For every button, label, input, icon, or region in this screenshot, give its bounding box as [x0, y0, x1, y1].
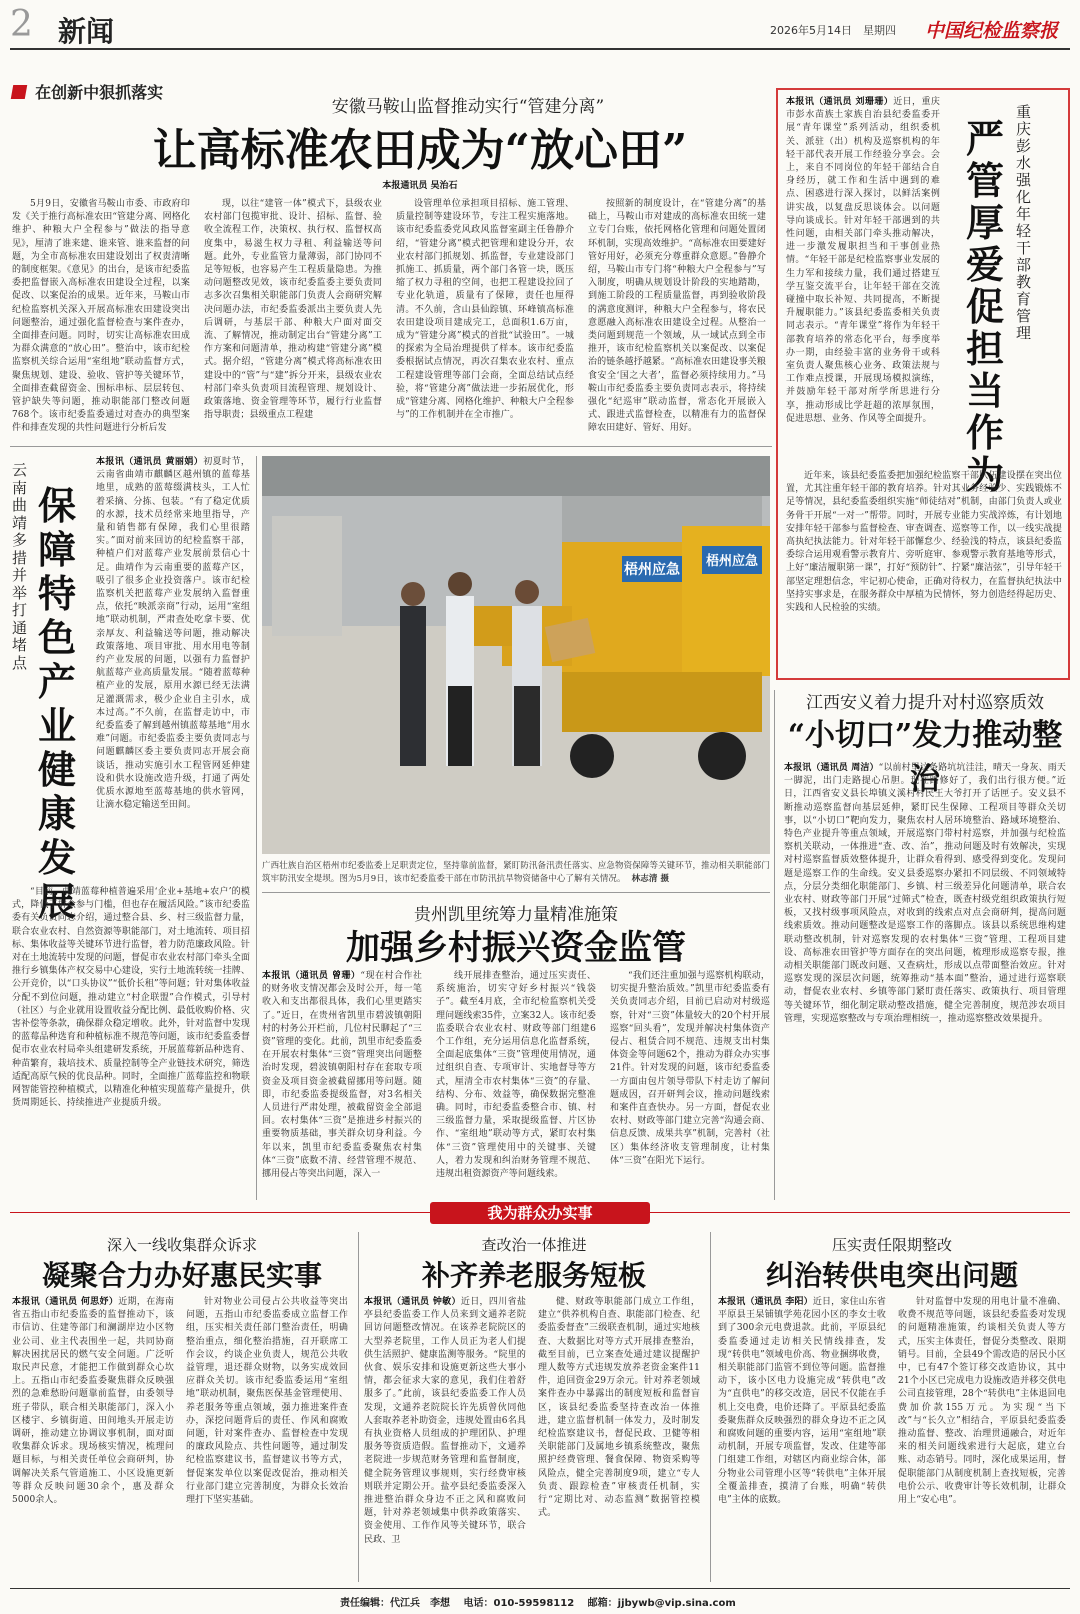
article4-kicker: 江西安义着力提升对村巡察质效 [806, 693, 1044, 713]
masthead-rule [10, 48, 1070, 50]
sidebar-body-top: 本报讯（通讯员 刘珊珊）近日，重庆市彭水苗族土家族自治县纪委监委开展“青年课堂”系列活动，组织委机关、派驻（出）机构及巡察机构的年轻干部代表开展工作经验分享会。会上，来自不同岗位的年轻干部结合自身经历，就工作和生活中遇到的难点、困惑进行深入探讨，以鲜活案例讲实战，以复盘反思谈体会。以问题导向谈成长。针对年轻干部遇到的共性问题，由相关部门牵头推动解决，进一步激发履职担当和干事创业热情。“年轻干部是纪检监察事业发展的生力军和接续力量，我们通过搭建互学互鉴交流平台，让年轻干部在交流碰撞中取长补短、共同提高，不断提升履职能力。”该县纪委监委相关负责同志表示。“青年课堂”将作为年轻干部教育培养的常态化平台，每季度举办一期，由经验丰富的业务骨干或科室负责人聚焦核心业务、政策法规与工作难点授课，开展现场模拟演练，并鼓励年轻干部对所学所思进行分享，推动形成比学赶超的浓厚氛围，促进思想、业务、作风等全面提升。 [786, 97, 940, 424]
footer-email: 邮箱：jjbywb@vip.sina.com [587, 1598, 736, 1609]
photo-caption [262, 860, 770, 888]
column-tag [12, 80, 202, 100]
sidebar-body-bottom: 近年来，该县纪委监委把加强纪检监察干部队伍建设摆在突出位置，尤其注重年轻干部的教育培养。针对其业务经验少、实践锻炼不足等情况，县纪委监委组织实施“师徒结对”机制，由部门负责人或业务骨干开展“一对一”帮带。同时，开展专业能力实战淬炼，有计划地安排年轻干部参与监督检查、审查调查、巡察等工作，以一线实战提高执纪执法能力。针对年轻干部懈怠少、经验浅的特点，该县纪委监委综合运用观看警示教育片、旁听庭审、参观警示教育基地等形式，上好“廉洁履职第一课”，打好“预防针”、拧紧“廉洁弦”，引导年轻干部坚定理想信念，牢记初心使命，正确对待权力，在监督执纪执法中坚持实事求是，在服务群众中厚植为民情怀，努力创造经得起历史、实践和人民检验的实绩。 [786, 471, 1062, 614]
article3-kicker: 贵州凯里统筹力量精准施策 [414, 905, 618, 925]
special-b-kicker: 查改治一体推进 [481, 1236, 587, 1254]
feather-icon [11, 85, 27, 99]
special-a-byline: 本报讯（通讯员 何思妤） [12, 1297, 119, 1307]
special-b-col2: 健、财政等职能部门成立工作组，建立“供养机构自查、职能部门检查、纪委监委督查”三级联查机制，通过实地核查、大数据比对等方式开展排查整治，截至目前，已立案查处通过建议提醒护理人数等方式违规发放养老资金案件11件，追回资金29万余元。针对养老领域案件查办中暴露出的制度短板和监督盲区，该县纪委监委坚持查改治一体推进，建立监督机制一体发力，及时制发纪检监察建议书，督促民政、卫健等相关职能部门及属地乡镇系统整改，聚焦照护经费管理、餐食保障、物资采购等风险点，健全完善制度9项，建立“专人负责、跟踪检查”审核责任机制，实行“定期比对、动态监测”数据管控模式。 [538, 1297, 700, 1519]
special-c-kicker: 压实责任限期整改 [831, 1236, 952, 1254]
sidebar-headline: 严管厚爱促担当作为 [966, 116, 1005, 497]
column-divider [710, 1232, 711, 1582]
column-divider [256, 456, 257, 1200]
article4-byline: 本报讯（通讯员 周洁） [784, 763, 879, 773]
masthead [0, 0, 1080, 52]
sidebar-byline: 本报讯（通讯员 刘珊珊） [786, 97, 894, 107]
special-c-headline: 纠治转供电突出问题 [765, 1259, 1018, 1292]
generator-sign-2: 梧州应急 [705, 554, 759, 569]
article2-headline: 保障特色产业健康发展 [38, 483, 77, 924]
article4-body: 本报讯（通讯员 周洁）“以前村里这条路坑坑洼洼，晴天一身灰、雨天一脚泥，出门走路提心吊胆。现在路修好了，我们出行很方便。”近日，江西省安义县长埠镇义溪村村民王大爷打开了话匣子。安义县不断推动巡察监督向基层延伸，紧盯民生保障、工程项目等群众关切事，以“小切口”靶向发力，聚焦农村人居环境整治、路域环境整治、特色产业提升等重点领域，开展巡察门带村村巡察，并加强与纪检监察机关联动，一体推进“查、改、治”，推动问题及时有效解决，实现对村巡察监督质效整体提升，让群众看得到、感受得到变化。发现问题是巡察工作的生命线。安义县委巡察办紧扣不同层级、不同领域特点，分层分类细化职能部门、乡镇、村三级差异化问题清单，联合农业农村、财政等部门开展“过筛式”检查，既查村级党组织政策执行短板，又找村级事项风险点，对收到的线索点对点会商研判，提高问题线索质效。推动问题整改是巡察工作的落脚点。该县以系统思维构建联动整改机制，针对巡察发现的农村集体“三资”管理、工程项目建设、高标准农田管护等方面存在的突出问题，梳理形成巡察专报，推动相关职能部门既改问题、又查病灶，形成以点带面整治效应。针对巡察发现的深层次问题，统筹推动“基本面”整治，通过进行巡察联动，督促农业农村、乡镇等部门紧盯责任落实、政策执行、项目管理等关键环节，细化制定联动整改措施，健全完善制度，规范涉农项目管理，实现巡察整改与专项治理相统一，推动巡察整改效果提升。 [784, 763, 1066, 1024]
news-photo [262, 456, 770, 854]
article2-col-top: 本报讯（通讯员 黄丽娟）初夏时节，云南省曲靖市麒麟区越州镇的蓝莓基地里，成熟的蓝莓缀满枝头，工人忙着采摘、分拣、包装。“有了稳定优质的水源，技术员经常来地里指导，产量和销售都有保障，我们心里很踏实。”面对前来回访的纪检监察干部，种植户们对蓝莓产业发展前景信心十足。曲靖作为云南重要的蓝莓产区，吸引了很多企业投资落户。该市纪检监察机关把蓝莓产业发展纳入监督重点，依托“映派亲商”行动，运用“室组地”联动机制，严肃查处吃拿卡要、优亲厚友、利益输送等问题，推动解决政策落地、项目审批、用水用电等制约产业发展的问题，以强有力监督护航蓝莓产业高质量发展。“随着蓝莓种植产业的发展，原用水源已经无法满足灌溉需求，极少企业自主引水，成本过高。”不久前，在监督走访中，市纪委监委了解到越州镇蓝莓基地“用水难”问题。市纪委监委主要负责同志与问题麒麟区委主要负责同志开展会商谈话，推动实施引水工程管网延伸建设和供水设施改造升级，打通了两处优质水源地至蓝莓基地的供水管网，让滴水稳定输送至田间。 [96, 457, 250, 811]
footer-rule [10, 1588, 1070, 1589]
special-a-col2: 针对物业公司侵占公共收益等突出问题，五指山市纪委监委成立监督工作组，压实相关责任部门整治责任，明确整治重点，细化整治措施，召开联席工作会议，约谈企业负责人，规范公共收益管理，退还群众财物，以务实成效回应群众关切。该市纪委监委运用“室组地”联动机制，聚焦医保基金管理使用、养老服务等重点领域，强力推进案件查办，深挖问题背后的责任、作风和腐败问题，针对案件查办、监督检查中发现的廉政风险点、共性问题等，通过制发纪检监察建议书，监督建议书等方式，督促案发单位以案促改促治，推动相关行业部门建立完善制度，为群众长效治理打下坚实基础。 [186, 1297, 348, 1506]
column-tag-label: 在创新中狠抓落实 [35, 83, 164, 102]
special-c-col1: 本报讯（通讯员 李阳）近日，家住山东省平原县王杲铺镇学苑花园小区的李女士收到了300余元电费退款。此前，平原县纪委监委通过走访相关民情线排查，发现“转供电”领域电价高、物业捆绑收费，相关职能部门监管不到位等问题。监督推动下，该小区电力设施完成“转供电”改为“直供电”的移交改造，居民不仅能在手机上交电费，电价还降了。平原县纪委监委聚焦群众反映强烈的群众身边不正之风和腐败问题的重要内容，运用“室组地”联动机制，开展专项监督，发改、住建等部门组建工作组，对辖区内商业综合体，部分物业公司管理小区等“转供电”主体开展全覆盖排查，摸清了台账，明确“转供电”主体的底数。 [718, 1297, 886, 1506]
article2-region: 云南曲靖多措并举打通堵点 [12, 461, 28, 672]
article3-byline: 本报讯（通讯员 曾珊） [262, 971, 361, 981]
article3-col1: 本报讯（通讯员 曾珊）“现在村合作社的财务收支情况都会及时公开，每一笔收入和支出都很具体，我们心里更踏实了。”近日，在贵州省凯里市碧波镇朝阳村的村务公开栏前，几位村民聊起了“三资”管理的变化。此前，凯里市纪委监委在开展农村集体“三资”管理突出问题整治时发现，碧波镇朝阳村存在套取专项资金及项目资金被截留挪用等问题。随即，市纪委监委提级监督，对3名相关人员进行严肃处理，被截留资金全部退回。农村集体“三资”是推进乡村振兴的重要物质基础，事关群众切身利益。今年以来，凯里市纪委监委聚焦农村集体“三资”底数不清、经营管理不规范、挪用侵占等突出问题，深入一 [262, 971, 422, 1180]
article1-byline: 本报通讯员 吴治石 [382, 181, 458, 191]
issue-date: 2026年5月14日 星期四 [770, 24, 896, 37]
section-name: 新闻 [58, 15, 115, 48]
article1-col2: 现，以往“建管一体”模式下，县级农业农村部门包揽审批、设计、招标、监督、验收全流程工作，决策权、执行权、监督权高度集中，易滋生权力寻租、利益输送等问题。此外，专业监管力量薄弱，部门协同不足等短板，也容易产生工程质量隐患。为推动问题整改见效，该市纪委监委主要负责同志多次召集相关职能部门负责人会商研究解决问题办法，市纪委监委派出主要负责人先后调研，与基层干部、种粮大户面对面交流、了解情况，推动制定出台“管建分离”工作方案和问题清单，推动构建“管建分离”模式。据介绍，“管建分离”模式将高标准农田建设中的“管”与“建”拆分开来，县级农业农村部门牵头负责项目流程管理、规划设计、政策落地、资金管理等环节，履行行业监督指导职责；县级重点工程建 [204, 199, 382, 421]
divider [10, 446, 772, 447]
generator-sign-1: 梧州应急 [624, 562, 680, 578]
special-b-col1: 本报讯（通讯员 钟敏）近日，四川省盐亭县纪委监委工作人员来到文通养老院回访问题整改情况。在该养老院院区的大型养老院里，工作人员正为老人们提供生活照护、健康监测等服务。“院里的伙食、娱乐安排和设施更新这些大事小情，都会征求大家的意见，我们住着舒服多了。”此前，该县纪委监委工作人员发现，文通养老院院长许先质曾伙同他人套取养老补助资金，违规处置由6名具有执业资格人员组成的护理团队、护理服务等资质造假。监督推动下，文通养老院进一步规范财务管理和监督制度，健全院务管理议事规则，实行经费审核则联并定期公开。盐亭县纪委监委深入推进整治群众身边不正之风和腐败问题，针对养老领域集中供养政策落实、资金使用、工作作风等关键环节，联合民政、卫 [364, 1297, 526, 1545]
special-banner: 我为群众办实事 [430, 1202, 650, 1224]
page-number: 2 [10, 4, 33, 45]
article3-headline: 加强乡村振兴资金监管 [346, 928, 686, 968]
special-b-headline: 补齐养老服务短板 [421, 1259, 646, 1292]
column-divider [774, 690, 775, 1200]
special-c-byline: 本报讯（通讯员 李阳） [718, 1297, 813, 1307]
sidebar-region: 重庆彭水强化年轻干部教育管理 [1016, 103, 1032, 342]
article1-col4: 按照新的制度设计，在“管建分离”的基础上，马鞍山市对建成的高标准农田统一建立专门台账，依托网格化管理和问题处置闭环机制，实现高效维护。“高标准农田要建好管好用好，必须充分尊重群众意愿。”鲁静介绍，马鞍山市专门将“种粮大户全程参与”写入制度，明确从规划设计阶段的实地踏勘，到施工阶段的工程质量监督，再到验收阶段的满意度测评，种粮大户全程参与，将农民意愿融入高标准农田建设全过程。从整治一类问题到规范一个领域，从一域试点到全市推开，该市纪检监察机关以案促改、以案促治的链条越抒越紧。“高标准农田建设事关粮食安全‘国之大者’，监督必须持续用力。”马鞍山市纪委监委主要负责同志表示，将持续强化“纪巡审”联动监督，常态化开展嵌入式、跟进式监督检查，以精准有力的监督保障农田建好、管好、用好。 [588, 199, 766, 434]
article1-headline: 让高标准农田成为“放心田” [152, 125, 688, 176]
article2-byline: 本报讯（通讯员 黄丽娟） [96, 457, 204, 467]
special-a-col1: 本报讯（通讯员 何思妤）近期，在海南省五指山市纪委监委的监督推动下，该市信访、住建等部门和澜湖岸边小区物业公司、业主代表围坐一起，共同协商解决困扰居民的燃气安全问题。广泛听取民声民意，才能把工作做到群众心坎上。五指山市纪委监委聚焦群众反映强烈的急难愁盼问题靠前监督，由委领导班子带队，联合相关职能部门，深入小区楼宇、乡镇街道、田间地头开展走访调研，推动建立协调议事机制，面对面收集群众诉求。现场核实情况，梳理问题目标，与相关责任单位会商研判，协调解决关系气管道施工、小区设施更新等群众反映问题30余个，惠及群众5000余人。 [12, 1297, 174, 1506]
special-c-col2: 针对监督中发现的用电计量不准确、收费不规范等问题，该县纪委监委对发现的问题精准施策，约谈相关负责人等方式，压实主体责任，督促分类整改、限期销号。目前，全县49个需改造的居民小区中，已有47个签订移交改造协议，其中21个小区已完成电力设施改造并移交供电公司直接管理，28个“转供电”主体退回电费加价款155万元。为实现“当下改”与“长久立”相结合，平原县纪委监委推动监督、整改、治理贯通融合，对近年来的相关问题线索进行大起底，建立台账、动态销号。同时，深化成果运用，督促职能部门从制度机制上查找短板，完善电价公示、收费审计等长效机制，让群众用上“安心电”。 [898, 1297, 1066, 1506]
photo-caption-text: 广西壮族自治区梧州市纪委监委上足职责定位，坚持靠前监督，紧盯防汛备汛责任落实、应急物资保障等关键环节，推动相关职能部门筑牢防汛安全堤坝。图为5月9日，该市纪委监委干部在市防汛抗旱物资储备中心了解有关情况。 [262, 861, 770, 884]
column-divider [358, 1232, 359, 1582]
article1-col3: 设管理单位承担项目招标、施工管理、质量控制等建设环节，专注工程实施落地。该市纪委监委党风政风监督室副主任鲁静介绍，“管建分离”模式把管理和建设分开，农业农村部门抓规划、抓监督，专业建设部门抓施工、抓质量，两个部门各管一块，既压缩了权力寻租的空间，也把工程建设拉回了专业化轨道，质量有了保障，责任也厘得清。不久前，含山县仙踪镇、环峰镇高标准农田建设项目建成完工，总面积1.6万亩，成为“管建分离”模式的首批“试验田”。一城的探索为全局治理提供了样本。该市纪委监委根据试点情况，再次召集农业农村、重点工程建设管理等部门会商，全面总结试点经验，将“管建分离”做法进一步拓展优化，形成“管建分离、网格化维护、种粮大户全程参与”的工作机制并在全市推广。 [396, 199, 574, 421]
divider [262, 892, 770, 893]
photo-credit: 林志清 摄 [631, 874, 670, 884]
footer-phone: 电话：010-59598112 [463, 1598, 575, 1609]
footer [340, 1594, 940, 1609]
footer-editor: 责任编辑：代江兵 李想 [340, 1598, 450, 1609]
article3-col2: 线开展排查整治，通过压实责任、系统施治，切实守好乡村振兴“钱袋子”。截至4月底，全市纪检监察机关受理问题线索35件，立案32人。该市纪委监委联合农业农村、财政等部门组建6个工作组，充分运用信息化监督系统，全面起底集体“三资”管理使用情况，通过组织自查、专项审计、实地督导等方式，厘清全市农村集体“三资”的存量、结构、分布、效益等，确保数据完整准确。同时，市纪委监委整合市、镇、村三级监督力量，采取提级监督、片区协作、“室组地”联动等方式，紧盯农村集体“三资”管理使用中的关键事、关键人，着力发现和纠治财务管理不规范、违规出租资源资产等问题线索。 [436, 971, 596, 1180]
article1-kicker: 安徽马鞍山监督推动实行“管建分离” [331, 97, 605, 117]
article2-col-full: “目前，曲靖蓝莓种植普遍采用‘企业+基地+农户’的模式，降低了群众参与门槛，但也存在履活风险。”该市纪委监委有关负责同志介绍，通过整合县、乡、村三级监督力量，联合农业农村、自然资源等职能部门，对土地流转、项目招标、集体收益等关键环节进行监督，着力防范廉政风险。针对在土地流转中发现的问题，督促市农业农村部门牵头全面推行乡镇集体产权交易中心建设，实行土地流转统一挂牌、公开竞价，以“口头协议”“低价长租”等问题；针对集体收益分配不到位问题，推动建立“村企联盟”合作模式，引导村（社区）与企业就用设置收益分配比例、最低收购价格、灾害补偿等条款，确保群众稳定增收。此外，针对监督中发现的蓝莓品种选育和种植标准不规范等问题，该市纪委监委督促市农业农村局牵头组建研发系统，开展蓝莓新品种选育、种苗繁育，栽培技术、质量控制等全产业链技术研究，筛选适配高原气候的优良品种。同时，全面推广蓝莓监控和物联网智能管控种植模式，以精准化种植实现蓝莓产量提升，供货周期延长、持续推进产业提质升级。 [12, 887, 250, 1109]
warehouse-scene-image [262, 456, 770, 854]
article1-col1: 5月9日，安徽省马鞍山市委、市政府印发《关于推行高标准农田“管建分离、网格化维护、种粮大户全程参与”做法的指导意见》，厘清了谁来建、谁来管、谁来监督的问题，为全市高标准农田建设划出了权责清晰的制度框架。《意见》的出台，是该市纪委监委把监督嵌入高标准农田建设全过程，以案促改、以案促治的成果。近年来，马鞍山市纪检监察机关深入开展高标准农田建设突出问题整治，通过强化监督检查与案件查办，全面排查问题。同时，切实让高标准农田成为群众满意的“放心田”。整治中，该市纪检监察机关综合运用“室组地”联动监督方式，聚焦规划、建设、验收、管护等关键环节，全面排查截留资金、围标串标、层层转包、管护缺失等问题，推动职能部门整改问题768个。该市纪委监委通过对查办的典型案件和排查发现的共性问题进行分析后发 [12, 199, 190, 434]
special-a-headline: 凝聚合力办好惠民实事 [41, 1259, 322, 1292]
newspaper-logo: 中国纪检监察报 [925, 20, 1059, 42]
article3-col3: “我们还注重加强与巡察机构联动，切实提升整治质效。”凯里市纪委监委有关负责同志介绍，目前已启动对村级巡察，针对“三资”体量较大的20个村开展巡察“回头看”，发现并解决村集体资产侵占、租赁合同不规范、违规支出村集体资金等问题62个，推动为群众办实事21件。针对发现的问题，该市纪委监委一方面由包片领导带队下村走访了解问题成因，召开研判会议，推动问题线索和案件直查快办。另一方面，督促农业农村、财政等部门建立完善“沟通会商、信息反馈、成果共享”机制，完善村（社区）集体经济收支管理制度，让村集体“三资”在阳光下运行。 [610, 971, 770, 1166]
special-a-kicker: 深入一线收集群众诉求 [106, 1236, 257, 1254]
article4-headline: “小切口”发力推动整治 [787, 718, 1063, 797]
special-b-byline: 本报讯（通讯员 钟敏） [364, 1297, 461, 1307]
